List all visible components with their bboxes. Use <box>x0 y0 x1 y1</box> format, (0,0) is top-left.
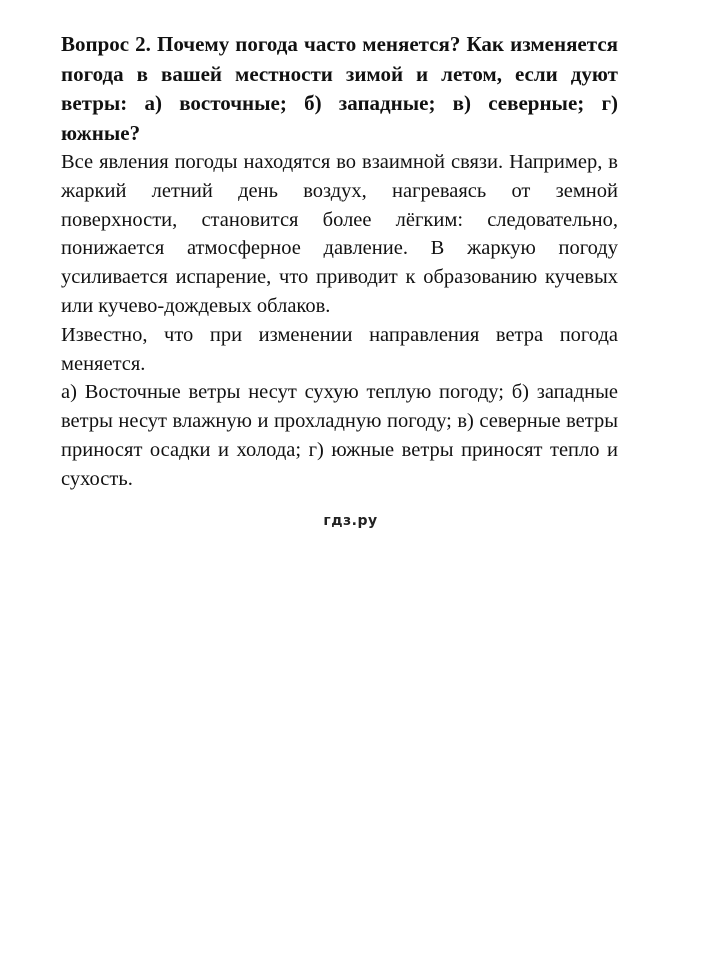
answer-paragraph-2: Известно, что при изменении направления ветра погода меняется. <box>61 323 618 375</box>
answer-text <box>61 148 618 494</box>
document-body <box>61 30 618 494</box>
site-watermark: гдз.ру <box>323 513 378 529</box>
question-heading: Вопрос 2. Почему погода часто меняется? Как изменяется погода в вашей местности зимой и летом, если дуют ветры: а) восточные; б) западные; в) северные; г) южные? <box>61 32 618 145</box>
answer-paragraph-1: Все явления погоды находятся во взаимной связи. Например, в жаркий летний день воздух, нагреваясь от земной поверхности, становится более лёгким: следовательно, понижается атмосферное давление. В жаркую погоду усиливается испарение, что приводит к образованию кучевых или кучево-дождевых облаков. <box>61 151 618 317</box>
answer-paragraph-3: а) Восточные ветры несут сухую теплую погоду; б) западные ветры несут влажную и прохладную погоду; в) северные ветры приносят осадки и холода; г) южные ветры приносят тепло и сухость. <box>61 381 618 490</box>
